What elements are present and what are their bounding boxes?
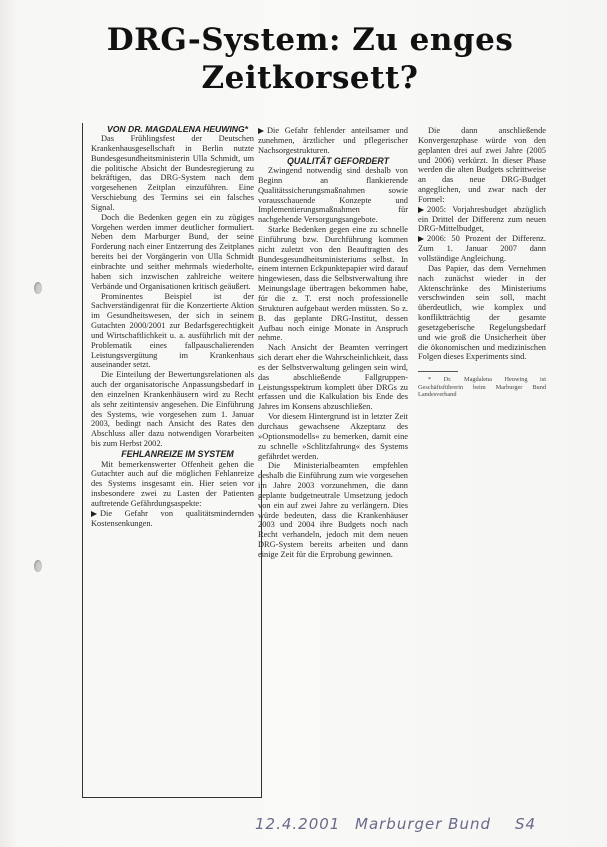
bullet-text: Die Gefahr von qualitätsmindernden Kostensenkungen.: [91, 508, 254, 528]
paragraph: Nach Ansicht der Beamten verringert sich derart eher die Wahrscheinlichkeit, dass es der Selbstverwaltung gelingen sein wird, das abschließende Fallgruppen-Leistungsspektrum komplett über DRGs zu erfassen und die Kalkulation bis Ende des Jahres im Konsens abzuschließen.: [258, 343, 408, 412]
handwritten-source: Marburger Bund: [355, 815, 492, 833]
bullet-item: [418, 234, 546, 264]
column-1: [91, 124, 254, 528]
column-3: [418, 126, 546, 398]
arrow-bullet-icon: [418, 207, 424, 213]
handwritten-page: S4: [515, 815, 537, 833]
handwritten-date: 12.4.2001: [255, 815, 341, 833]
paragraph: Zwingend notwendig sind deshalb von Beginn an flankierende Qualitätssicherungsmaßnahmen sowie vorausschauende Konzepte und Implementierungsmaßnahmen für nachgehende Versorgungsangebote.: [258, 166, 408, 225]
column-2: [258, 126, 408, 560]
paragraph: Das Frühlingsfest der Deutschen Krankenhausgesellschaft in Berlin nutzte Bundesgesundheitsministerin Ulla Schmidt, um die politische Absicht der Bundesregierung zu bekräftigen, das DRG-System nach dem vorgesehenen Zeitplan einzuführen. Eine Verschiebung des Termins sei ein falsches Signal.: [91, 134, 254, 212]
byline: VON DR. MAGDALENA HEUWING*: [107, 124, 248, 134]
bullet-item: [418, 205, 546, 235]
subhead-qualitaet: QUALITÄT GEFORDERT: [287, 155, 389, 166]
footnote-rule: [418, 371, 458, 372]
paragraph: Vor diesem Hintergrund ist in letzter Zeit durchaus gewachsene Akzeptanz des »Optionsmodells« zu bemerken, damit eine zu schnelle »Schlitzfahrung« des Systems gefährdet werden.: [258, 412, 408, 461]
arrow-bullet-icon: [91, 511, 97, 517]
paragraph: Prominentes Beispiel ist der Sachverständigenrat für die Konzertierte Aktion im Gesundheitswesen, der sich in seinem Gutachten 2000/2001 zur Bedarfsgerechtigkeit und Wirtschaftlichkeit u. a. ausführlich mit der Problematik eines fallpauschalierenden Leistungsvergütung im Krankenhaus auseinander setzt.: [91, 291, 254, 370]
bullet-item: [258, 126, 408, 156]
clipping-border-bottom: [82, 797, 262, 798]
paragraph: Starke Bedenken gegen eine zu schnelle Einführung bzw. Durchführung kommen nicht zuletzt von den Beauftragten des Bundesgesundheitsministeriums selbst. In einem internen Eckpunktepapier wird darauf hingewiesen, dass die Selbstverwaltung ihre Meinungslage übertragen bekommen habe, für die z. T. erst noch professionelle Strukturen aufgebaut werden müssten. So z. B. das geplante DRG-Institut, dessen Aufbau noch einige Monate in Anspruch nehme.: [258, 225, 408, 343]
bullet-text: 2005: Vorjahresbudget abzüglich ein Drittel der Differenz zum neuen DRG-Mittelbudget,: [418, 204, 546, 234]
arrow-bullet-icon: [258, 128, 264, 134]
footnote: * Dr. Magdalena Heuwing ist Geschäftsführerin beim Marburger Bund Landesverband: [418, 376, 546, 399]
subhead-fehlanreize: FEHLANREIZE IM SYSTEM: [121, 449, 234, 459]
paragraph: Das Papier, das dem Vernehmen nach zunächst wieder in der Aktenschränke des Ministeriums verschwinden sein soll, macht überdeutlich, wie komplex und konfliktträchtig der gesamte gesetzgeberische Regelungsbedarf und wie groß die Unsicherheit über die ökonomischen und medizinischen Folgen dieses Experiments sind.: [418, 263, 546, 362]
headline-line-2: Zeitkorsett?: [201, 60, 419, 96]
paragraph: Die Einteilung der Bewertungsrelationen als auch der organisatorische Anpassungsbedarf in den einzelnen Krankenhäusern wird zu Recht als sehr zeitintensiv angesehen. Die Einführung des Systems, wie vorgesehen zum 1. Januar 2003, bedingt nach Ansicht des Rates den Abschluss aller dazu notwendigen Vorarbeiten bis zum Herbst 2002.: [91, 370, 254, 449]
paragraph: Mit bemerkenswerter Offenheit gehen die Gutachter auch auf die möglichen Fehlanreize des Systems insgesamt ein. Hier seien vor insbesondere zwei zu Lasten der Patienten auftretende Gefährdungsaspekte:: [91, 459, 254, 508]
bullet-text: Die Gefahr fehlender anteilsamer und zunehmen, ärztlicher und pflegerischer Nachsorgestrukturen.: [258, 126, 408, 155]
paragraph: Die Ministerialbeamten empfehlen deshalb die Einführung zum wie vorgesehen im Jahre 2003 vorzunehmen, die dann geplante budgetneutrale Umsetzung jedoch von ein auf zwei Jahre zu verlängern. Dies würde bedeuten, dass die Krankenhäuser 2003 und 2004 ihre Budgets noch nach Recht verhandeln, jedoch mit dem neuen DRG-System bereits arbeiten und dann einige Zeit für die Erprobung gewinnen.: [258, 461, 408, 559]
bullet-text: 2006: 50 Prozent der Differenz. Zum 1. Januar 2007 dann vollständige Angleichung.: [418, 234, 546, 263]
clipping-border-left: [82, 123, 83, 798]
punch-hole: [34, 282, 42, 294]
paragraph: Doch die Bedenken gegen ein zu zügiges Vorgehen werden immer deutlicher formuliert. Neben dem Marburger Bund, der seine Forderung nach einer Entzerrung des Zeitplanes bereits bei der Vorgängerin von Ulla Schmidt einbrachte und seither mehrmals wiederholte, haben sich inzwischen zahlreiche weitere Verbände und Organisationen kritisch geäußert.: [91, 212, 254, 291]
headline-line-1: DRG-System: Zu enges: [106, 22, 514, 58]
bullet-item: [91, 509, 254, 529]
paragraph: Die dann anschließende Konvergenzphase würde von den geplanten drei auf zwei Jahre (2005 und 2006) verkürzt. In dieser Phase werden die alten Budgets schrittweise an das neue DRG-Budget angeglichen, und zwar nach der Formel:: [418, 126, 546, 204]
punch-hole: [34, 560, 42, 572]
arrow-bullet-icon: [418, 236, 424, 242]
